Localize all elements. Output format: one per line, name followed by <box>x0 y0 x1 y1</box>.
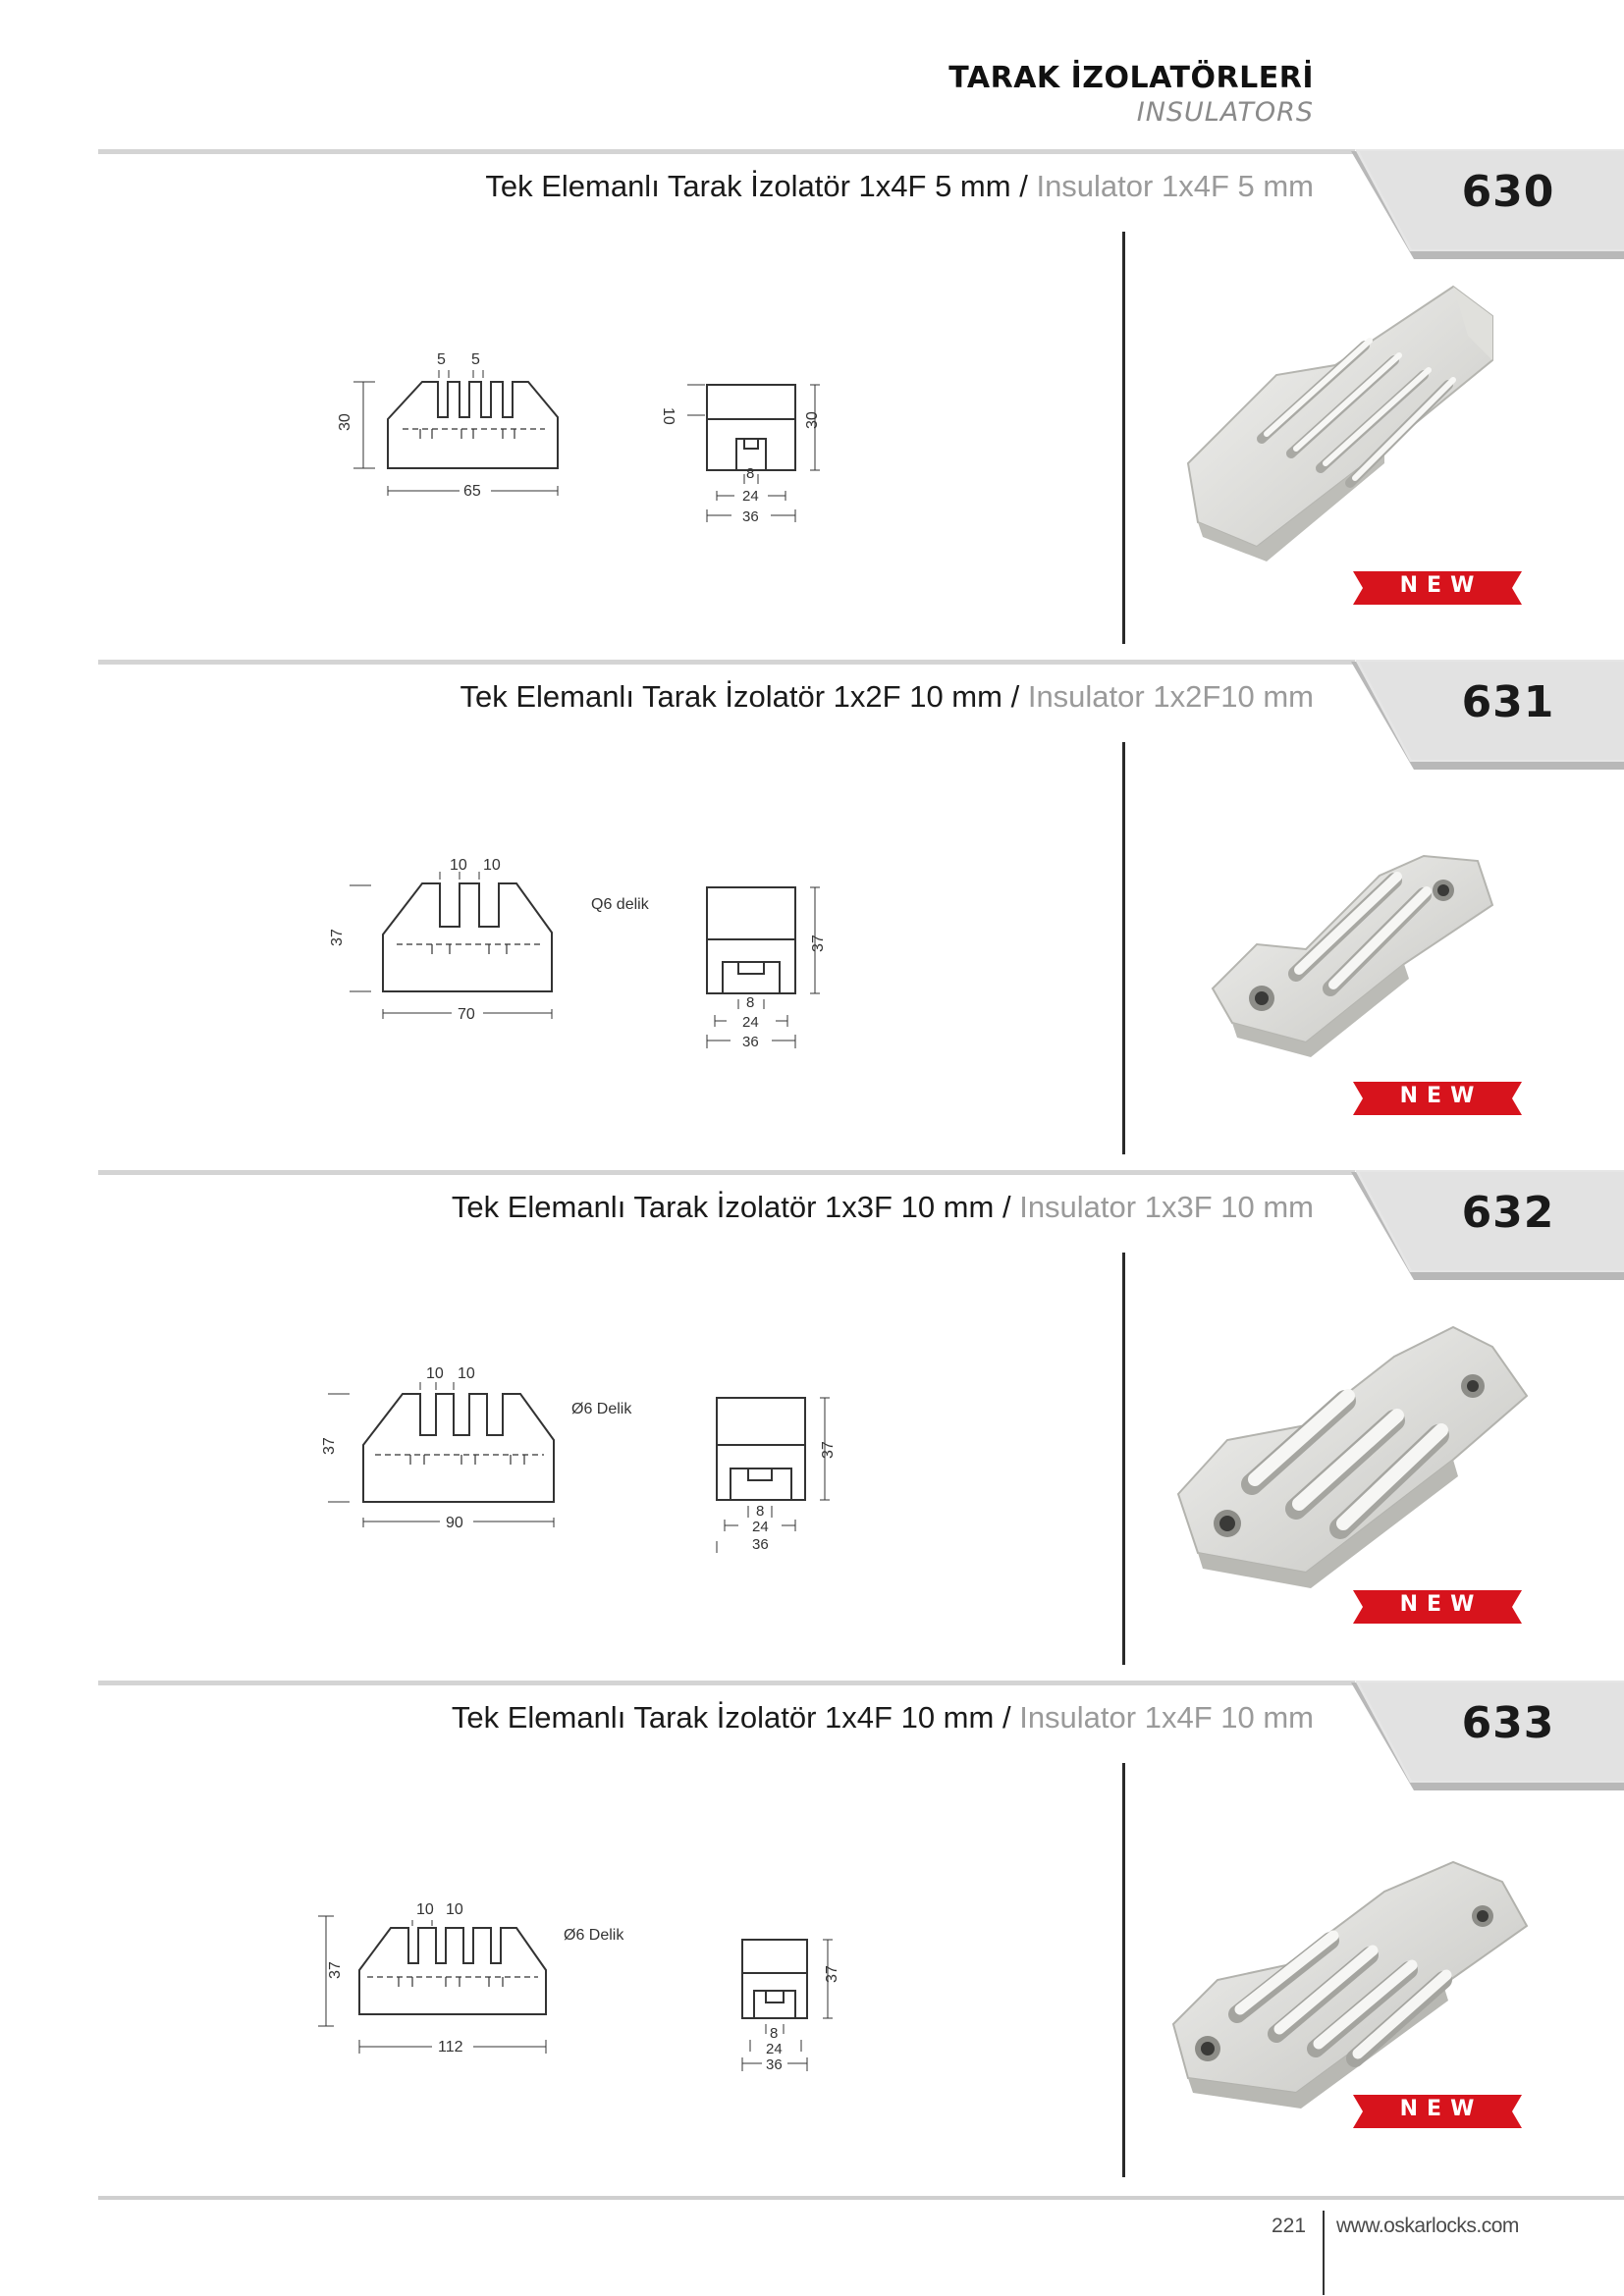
product-code-tab <box>1351 660 1624 768</box>
column-divider <box>1122 1763 1125 2177</box>
product-title-tr: Tek Elemanlı Tarak İzolatör 1x2F 10 mm <box>460 679 1002 714</box>
product-code: 633 <box>1461 1698 1555 1748</box>
dim-side-height: 37 <box>820 1441 837 1459</box>
dim-slot-a: 5 <box>437 351 446 368</box>
dim-mid: 24 <box>766 2041 783 2057</box>
dim-hole: Ø6 Delik <box>564 1927 624 1944</box>
dim-mid: 24 <box>742 488 759 505</box>
dim-width: 36 <box>766 2056 783 2073</box>
product-title-en: Insulator 1x3F 10 mm <box>1019 1190 1314 1224</box>
section-divider <box>98 149 1355 154</box>
website-link[interactable]: www.oskarlocks.com <box>1336 2215 1519 2237</box>
title-separator: / <box>1010 679 1020 714</box>
product-title-tr: Tek Elemanlı Tarak İzolatör 1x3F 10 mm <box>451 1190 995 1224</box>
dim-mid: 24 <box>752 1519 769 1535</box>
new-badge <box>1353 2093 1522 2130</box>
section-divider <box>98 1681 1355 1685</box>
page-header <box>948 61 1314 128</box>
dim-inner: 8 <box>756 1503 765 1520</box>
dim-slot-a: 10 <box>426 1365 444 1382</box>
dim-top: 10 <box>660 407 677 425</box>
product-section-631 <box>0 660 1624 1150</box>
product-title <box>452 1190 1314 1225</box>
product-code: 632 <box>1461 1188 1555 1238</box>
dim-width: 36 <box>742 1034 759 1050</box>
technical-drawing <box>314 301 884 537</box>
page-number: 221 <box>1272 2215 1307 2237</box>
product-title <box>452 1700 1314 1735</box>
new-badge <box>1353 1588 1522 1626</box>
dim-width: 36 <box>742 508 759 525</box>
product-code-tab <box>1351 149 1624 257</box>
technical-drawing <box>314 817 884 1052</box>
new-badge-label: NEW <box>1399 1592 1484 1617</box>
product-photo <box>1159 1288 1571 1622</box>
title-separator: / <box>1001 1190 1011 1224</box>
column-divider <box>1122 232 1125 644</box>
dim-slot-b: 10 <box>458 1365 475 1382</box>
dim-length: 90 <box>446 1515 463 1531</box>
dim-hole: Q6 delik <box>591 896 649 913</box>
dim-inner: 8 <box>746 465 755 482</box>
product-title-en: Insulator 1x4F 5 mm <box>1036 169 1314 203</box>
product-section-630 <box>0 149 1624 640</box>
product-title-en: Insulator 1x4F 10 mm <box>1019 1700 1314 1735</box>
dim-height: 30 <box>337 413 353 431</box>
footer-divider <box>98 2196 1624 2200</box>
page-title: TARAK İZOLATÖRLERİ <box>948 61 1314 95</box>
product-photo <box>1159 777 1571 1111</box>
dim-width: 36 <box>752 1536 769 1553</box>
dim-slot-a: 10 <box>450 857 467 874</box>
dim-length: 112 <box>438 2039 463 2056</box>
product-title-en: Insulator 1x2F10 mm <box>1027 679 1314 714</box>
dim-mid: 24 <box>742 1014 759 1031</box>
dim-slot-b: 10 <box>446 1901 463 1918</box>
dim-side-height: 30 <box>804 411 821 429</box>
column-divider <box>1122 742 1125 1154</box>
dim-slot-b: 10 <box>483 857 501 874</box>
footer-separator <box>1323 2211 1325 2295</box>
new-badge <box>1353 569 1522 607</box>
product-section-633 <box>0 1681 1624 2171</box>
dim-side-height: 37 <box>824 1965 840 1983</box>
dim-height: 37 <box>329 929 346 946</box>
dim-side-height: 37 <box>810 934 827 952</box>
dim-length: 70 <box>458 1006 475 1023</box>
technical-drawing <box>314 1308 884 1553</box>
dim-slot-b: 5 <box>471 351 480 368</box>
product-title <box>460 679 1314 715</box>
section-divider <box>98 1170 1355 1175</box>
product-code: 631 <box>1461 677 1555 727</box>
new-badge <box>1353 1080 1522 1117</box>
technical-drawing <box>314 1847 884 2083</box>
dim-inner: 8 <box>770 2025 779 2042</box>
product-photo <box>1159 267 1571 601</box>
product-title-tr: Tek Elemanlı Tarak İzolatör 1x4F 10 mm <box>451 1700 995 1735</box>
dim-slot-a: 10 <box>416 1901 434 1918</box>
dim-length: 65 <box>463 483 481 500</box>
dim-height: 37 <box>321 1437 338 1455</box>
title-separator: / <box>1001 1700 1011 1735</box>
product-title-tr: Tek Elemanlı Tarak İzolatör 1x4F 5 mm <box>485 169 1011 203</box>
new-badge-label: NEW <box>1399 573 1484 598</box>
product-section-632 <box>0 1170 1624 1661</box>
product-code-tab <box>1351 1681 1624 1789</box>
new-badge-label: NEW <box>1399 1084 1484 1108</box>
product-photo <box>1159 1798 1571 2132</box>
product-code: 630 <box>1461 167 1555 217</box>
product-title <box>485 169 1314 204</box>
section-divider <box>98 660 1355 665</box>
product-code-tab <box>1351 1170 1624 1278</box>
dim-hole: Ø6 Delik <box>571 1401 632 1417</box>
page-subtitle: INSULATORS <box>1136 97 1314 128</box>
column-divider <box>1122 1253 1125 1665</box>
dim-height: 37 <box>327 1961 344 1979</box>
title-separator: / <box>1019 169 1028 203</box>
new-badge-label: NEW <box>1399 2097 1484 2121</box>
dim-inner: 8 <box>746 994 755 1011</box>
